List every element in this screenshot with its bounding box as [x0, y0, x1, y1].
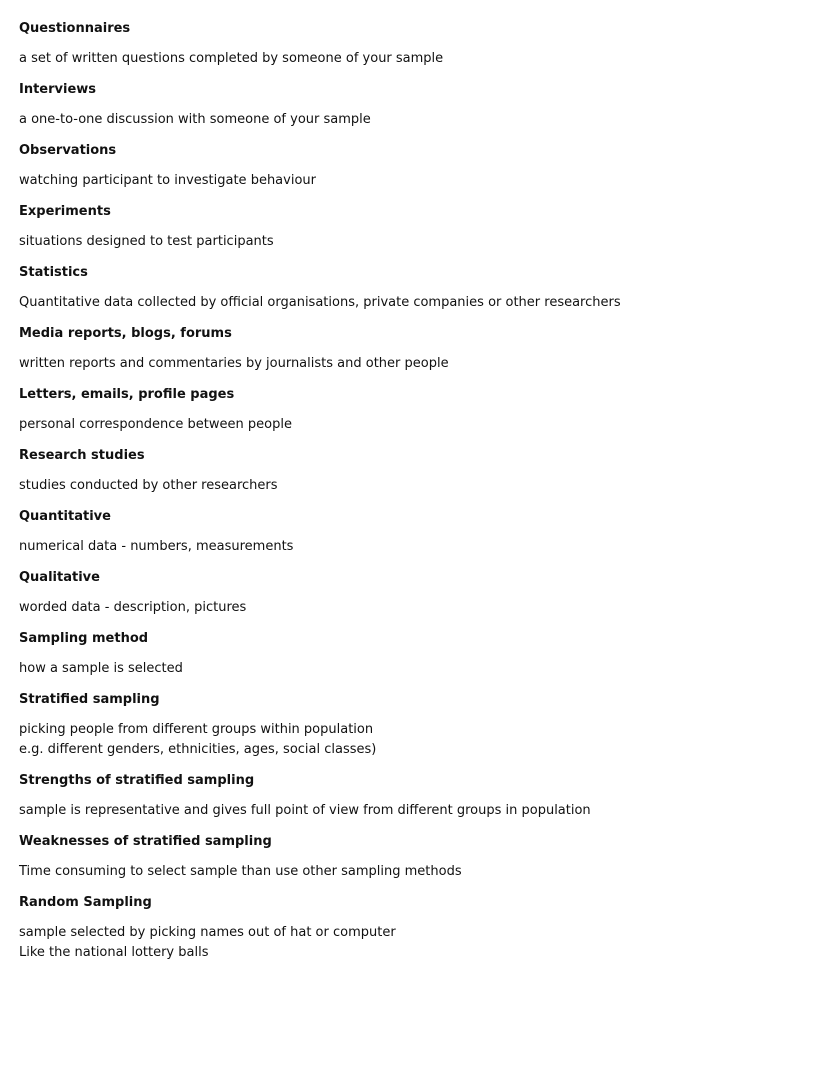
definition-line: worded data - description, pictures — [19, 600, 247, 615]
term: Research studies — [19, 448, 145, 463]
definition — [19, 354, 828, 374]
definition-line: Quantitative data collected by official organisations, private companies or other researchers — [19, 295, 621, 310]
entry-quantitative — [19, 507, 828, 557]
definition-line: how a sample is selected — [19, 661, 183, 676]
term: Observations — [19, 143, 117, 158]
term: Qualitative — [19, 570, 100, 585]
definition — [19, 862, 828, 882]
entry-qualitative — [19, 568, 828, 618]
definition-line: a set of written questions completed by someone of your sample — [19, 51, 444, 66]
definition — [19, 476, 828, 496]
definition-line: Time consuming to select sample than use other sampling methods — [19, 864, 462, 879]
definition-line: situations designed to test participants — [19, 234, 274, 249]
definition — [19, 232, 828, 252]
term: Letters, emails, profile pages — [19, 387, 235, 402]
definition — [19, 659, 828, 679]
definition-line: studies conducted by other researchers — [19, 478, 278, 493]
term: Media reports, blogs, forums — [19, 326, 232, 341]
definition — [19, 537, 828, 557]
term: Experiments — [19, 204, 111, 219]
definition — [19, 49, 828, 69]
definition-line: numerical data - numbers, measurements — [19, 539, 294, 554]
definition-line: written reports and commentaries by journalists and other people — [19, 356, 449, 371]
term: Stratified sampling — [19, 692, 160, 707]
term: Strengths of stratified sampling — [19, 773, 255, 788]
term: Interviews — [19, 82, 97, 97]
definition — [19, 923, 828, 963]
entry-research-studies — [19, 446, 828, 496]
entry-questionnaires — [19, 19, 828, 69]
definition — [19, 415, 828, 435]
term: Quantitative — [19, 509, 111, 524]
definition — [19, 110, 828, 130]
definition-line: personal correspondence between people — [19, 417, 292, 432]
definition-line: sample is representative and gives full point of view from different groups in population — [19, 803, 591, 818]
entry-stratified-sampling — [19, 690, 828, 760]
entry-interviews — [19, 80, 828, 130]
entry-statistics — [19, 263, 828, 313]
definition — [19, 720, 828, 760]
definition-line: sample selected by picking names out of hat or computer — [19, 925, 396, 940]
entry-experiments — [19, 202, 828, 252]
entry-strengths-stratified — [19, 771, 828, 821]
term: Questionnaires — [19, 21, 131, 36]
entry-weaknesses-stratified — [19, 832, 828, 882]
definition — [19, 801, 828, 821]
entry-sampling-method — [19, 629, 828, 679]
definition-line: Like the national lottery balls — [19, 945, 209, 960]
definition — [19, 293, 828, 313]
definition-line: picking people from different groups within population — [19, 722, 374, 737]
term: Weaknesses of stratified sampling — [19, 834, 272, 849]
definition-line: e.g. different genders, ethnicities, ages, social classes) — [19, 742, 377, 757]
definition — [19, 598, 828, 618]
entry-letters-emails — [19, 385, 828, 435]
definition-line: a one-to-one discussion with someone of your sample — [19, 112, 371, 127]
entry-random-sampling — [19, 893, 828, 963]
term: Sampling method — [19, 631, 149, 646]
term: Statistics — [19, 265, 88, 280]
definition — [19, 171, 828, 191]
entry-observations — [19, 141, 828, 191]
definition-line: watching participant to investigate behaviour — [19, 173, 316, 188]
entry-media-reports — [19, 324, 828, 374]
term: Random Sampling — [19, 895, 152, 910]
